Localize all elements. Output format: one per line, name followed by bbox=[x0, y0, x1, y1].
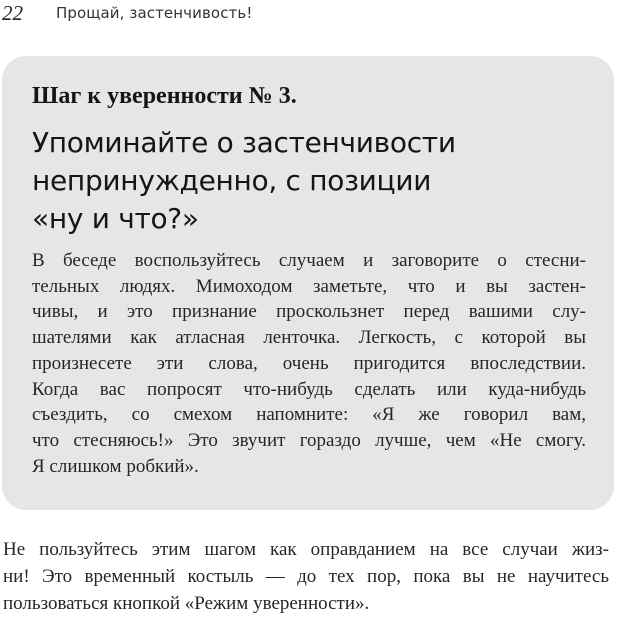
step-body-line: съездить, со смехом напомните: «Я же говорил вам, bbox=[32, 404, 586, 426]
running-head: Прощай, застенчивость! bbox=[56, 4, 253, 22]
step-label: Шаг к уверенности № 3. bbox=[32, 83, 297, 109]
step-title-line: непринужденно, с позиции bbox=[32, 164, 432, 197]
body-paragraph-line: Не пользуйтесь этим шагом как оправданием на все случаи жиз- bbox=[3, 539, 609, 560]
page-number: 22 bbox=[2, 0, 23, 25]
step-body-line: В беседе воспользуйтесь случаем и заговорите о стесни- bbox=[32, 250, 586, 271]
step-body-line: что стесняюсь!» Это звучит гораздо лучше, чем «Не смогу. bbox=[32, 429, 586, 451]
step-body-line: произнесете эти слова, очень пригодится впоследствии. bbox=[32, 352, 586, 374]
step-title-line: «ну и что?» bbox=[32, 202, 199, 235]
step-body-line: Когда вас попросят что-нибудь сделать или куда-нибудь bbox=[32, 378, 586, 400]
step-body-line: Я слишком робкий». bbox=[32, 455, 199, 477]
step-body-line: тельных людях. Мимоходом заметьте, что и вы застен- bbox=[32, 275, 586, 297]
step-body-line: шателями как атласная ленточка. Легкость, с которой вы bbox=[32, 327, 586, 349]
page-header bbox=[2, 0, 252, 26]
step-box bbox=[2, 56, 614, 510]
step-title bbox=[32, 124, 586, 238]
step-body bbox=[32, 248, 586, 479]
body-paragraph bbox=[3, 536, 609, 617]
body-paragraph-line: ни! Это временный костыль — до тех пор, пока вы не научитесь bbox=[3, 566, 609, 587]
step-title-line: Упоминайте о застенчивости bbox=[32, 126, 456, 159]
body-paragraph-line: пользоваться кнопкой «Режим уверенности». bbox=[3, 593, 370, 614]
step-body-line: чивы, и это признание проскользнет перед вашими слу- bbox=[32, 301, 586, 323]
